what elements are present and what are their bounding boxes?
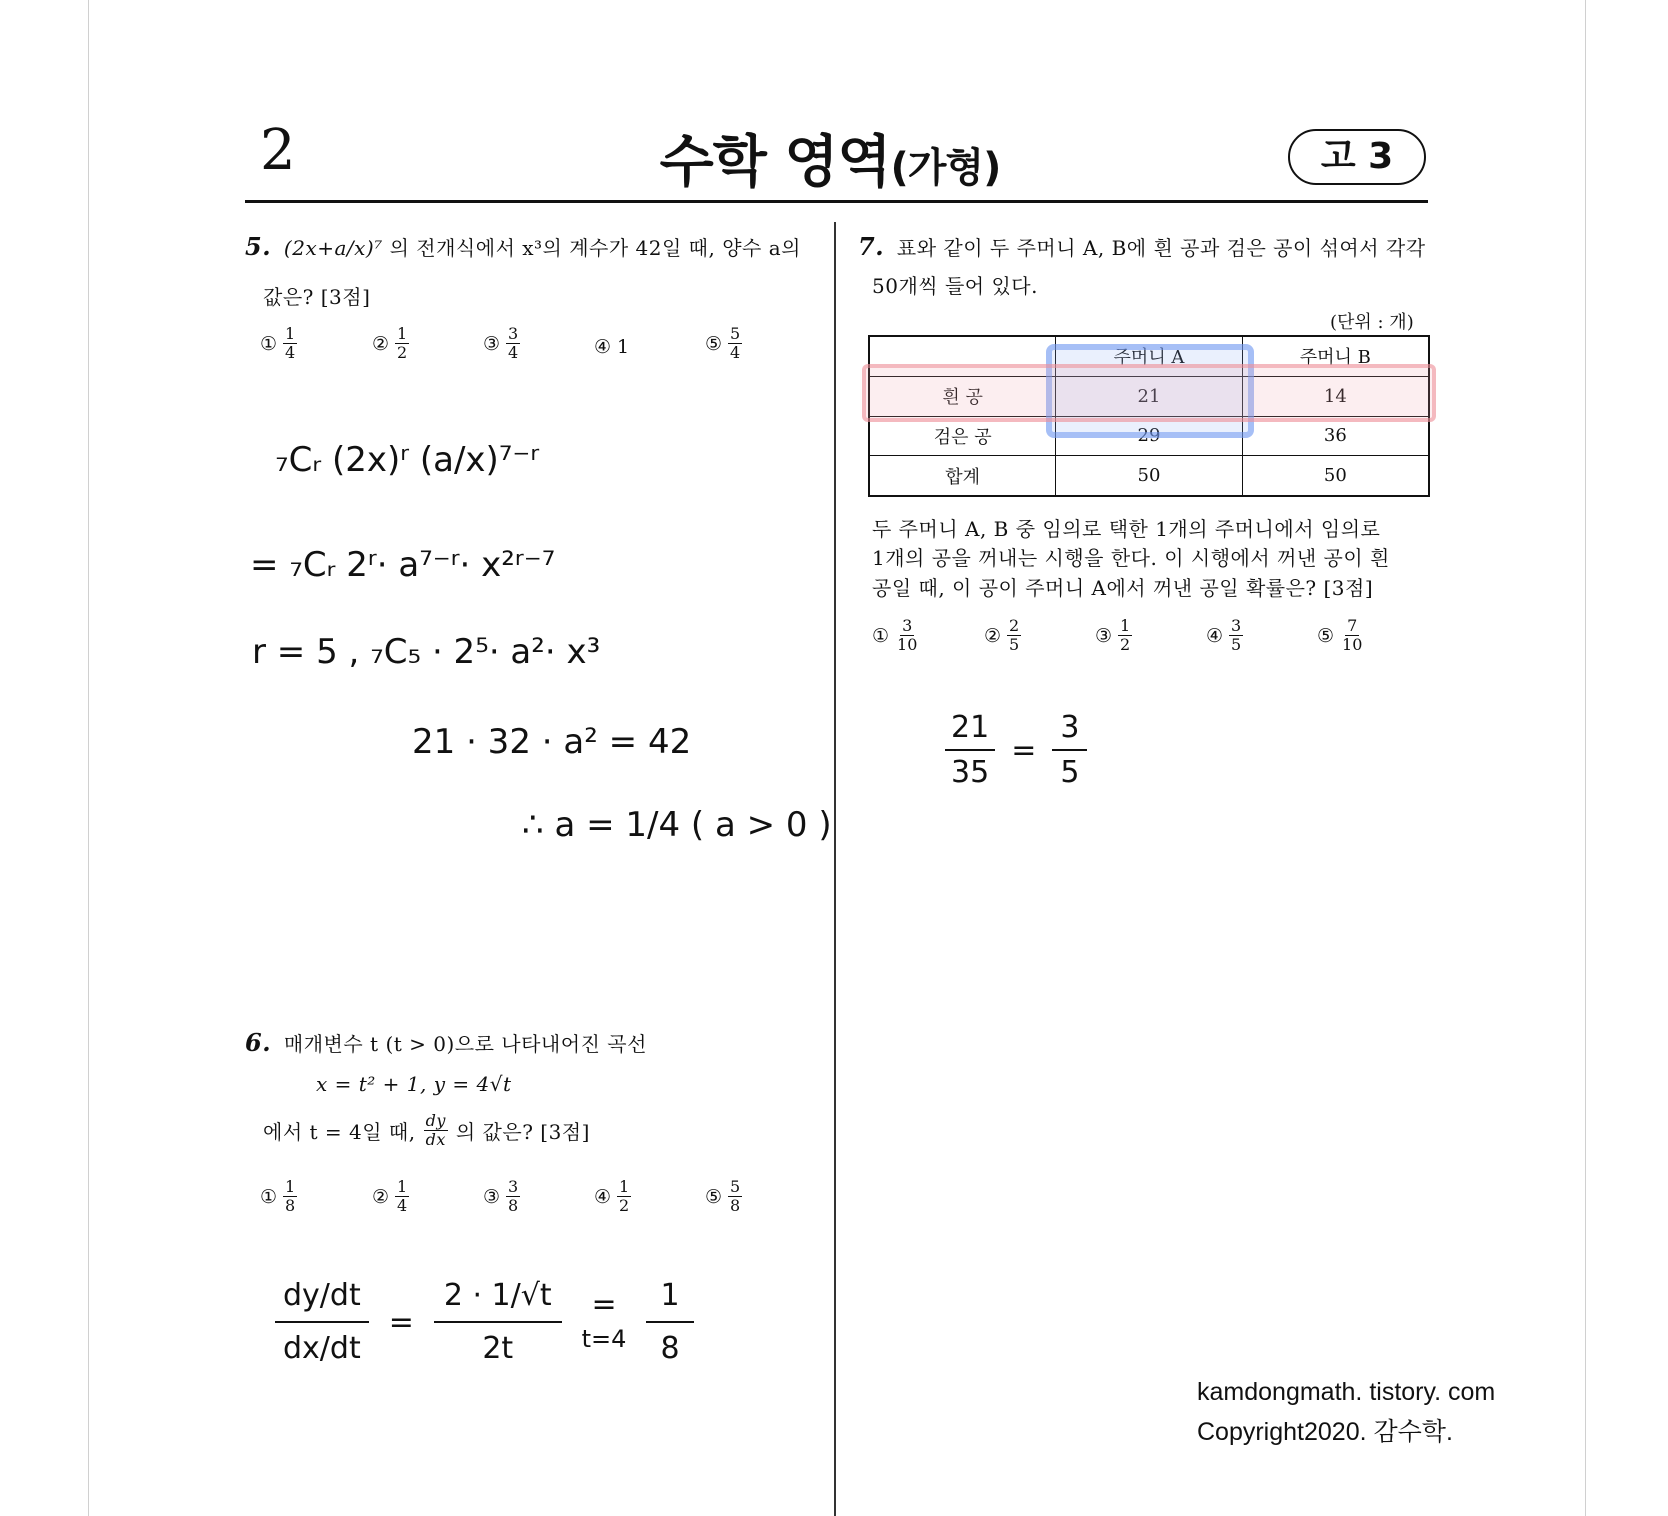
- choice-fraction: [1229, 617, 1243, 654]
- choice-fraction: [506, 1178, 520, 1215]
- q5-text-2: 값은? [3점]: [263, 285, 371, 309]
- q7-text-1: 표와 같이 두 주머니 A, B에 흰 공과 검은 공이 섞여서 각각: [896, 236, 1426, 260]
- q5-choice-3[interactable]: [483, 325, 520, 362]
- choice-value: 1: [617, 336, 630, 358]
- footer-site: kamdongmath. tistory. com: [1197, 1378, 1496, 1406]
- choice-fraction: [1007, 617, 1021, 654]
- q7-choice-3[interactable]: [1095, 617, 1132, 654]
- column-divider: [834, 222, 836, 1516]
- highlight-row-white: [862, 364, 1436, 422]
- q5-line1: [245, 232, 801, 261]
- choice-fraction: [617, 1178, 631, 1215]
- table-unit: (단위 : 개): [1330, 312, 1414, 333]
- frac-den: 4: [730, 343, 741, 362]
- table-cell: 29: [1056, 416, 1242, 456]
- choice-fraction: [895, 617, 919, 654]
- table-cell: 14: [1242, 376, 1428, 416]
- hw-den: 35: [951, 755, 990, 790]
- table-row: [870, 456, 1429, 496]
- choice-fraction: [728, 1178, 742, 1215]
- q6-choice-3[interactable]: [483, 1178, 520, 1215]
- choice-mark: ④: [594, 336, 612, 358]
- table-row-label: 합계: [870, 456, 1056, 496]
- table-header-cell: 주머니 B: [1242, 337, 1428, 377]
- title-main: 수학 영역: [659, 130, 891, 195]
- frac-den: 8: [508, 1196, 519, 1215]
- hw-den: 8: [660, 1331, 680, 1366]
- table-header-cell: 주머니 A: [1056, 337, 1242, 377]
- q7-para-2: 1개의 공을 꺼내는 시행을 한다. 이 시행에서 꺼낸 공이 흰: [872, 546, 1390, 570]
- hw-num: dy/dt: [275, 1278, 369, 1323]
- frac-den: 8: [730, 1196, 741, 1215]
- q5-work-line2: = ₇Cᵣ 2ʳ· a⁷⁻ʳ· x²ʳ⁻⁷: [250, 545, 556, 585]
- choice-mark: ④: [594, 1185, 612, 1208]
- choice-mark: ④: [1206, 624, 1224, 647]
- choice-mark: ⑤: [705, 332, 723, 355]
- q6-text-1: 매개변수 t (t > 0)으로 나타내어진 곡선: [283, 1032, 647, 1056]
- page-title: [650, 118, 1010, 198]
- hw-num: 2 · 1/√t: [434, 1278, 562, 1323]
- grade-badge: 고 3: [1288, 129, 1426, 185]
- q7-choice-5[interactable]: [1317, 617, 1364, 654]
- frac-den: dx: [425, 1130, 446, 1149]
- hw-equals: =: [591, 1287, 617, 1322]
- q5-text-1: 의 전개식에서 x³의 계수가 42일 때, 양수 a의: [389, 236, 801, 260]
- choice-mark: ③: [483, 332, 501, 355]
- choice-fraction: [395, 1178, 409, 1215]
- q6-choice-5[interactable]: [705, 1178, 742, 1215]
- q7-para-3: 공일 때, 이 공이 주머니 A에서 꺼낸 공일 확률은? [3점]: [872, 576, 1374, 600]
- choice-fraction: [1118, 617, 1132, 654]
- q5-choice-1[interactable]: [260, 325, 297, 362]
- choice-mark: ⑤: [1317, 624, 1335, 647]
- table-cell: 36: [1242, 416, 1428, 456]
- q6-work-lhs: [275, 1278, 369, 1366]
- choice-fraction: [1340, 617, 1364, 654]
- q6-work-eval: [582, 1288, 627, 1356]
- q5-expression: (2x+a/x)⁷: [283, 236, 383, 260]
- frac-den: 10: [1342, 635, 1363, 654]
- hw-num: 3: [1052, 710, 1087, 751]
- q7-para-1: 두 주머니 A, B 중 임의로 택한 1개의 주머니에서 임의로: [872, 517, 1381, 541]
- frac-num: 5: [730, 324, 741, 343]
- choice-fraction: [283, 1178, 297, 1215]
- q5-choice-2[interactable]: [372, 325, 409, 362]
- frac-den: 8: [285, 1196, 296, 1215]
- q7-text-2: 50개씩 들어 있다.: [872, 274, 1038, 298]
- q5-work-line1: ₇Cᵣ (2x)ʳ (a/x)⁷⁻ʳ: [275, 440, 540, 480]
- frac-den: 2: [1120, 635, 1131, 654]
- q5-work-line3: r = 5 , ₇C₅ · 2⁵· a²· x³: [252, 632, 601, 672]
- frac-num: dy: [425, 1111, 446, 1130]
- frac-num: 3: [508, 1177, 519, 1196]
- frac-den: 2: [397, 343, 408, 362]
- page-number: 2: [260, 118, 296, 183]
- choice-mark: ⑤: [705, 1185, 723, 1208]
- frac-num: 3: [508, 324, 519, 343]
- frac-num: 5: [730, 1177, 741, 1196]
- hw-num: 21: [945, 710, 995, 751]
- q5-number: 5.: [245, 232, 272, 261]
- table-cell: 50: [1056, 456, 1242, 496]
- frac-num: 2: [1009, 616, 1020, 635]
- frac-num: 7: [1347, 616, 1358, 635]
- q6-choice-4[interactable]: [594, 1178, 631, 1215]
- q5-choice-5[interactable]: [705, 325, 742, 362]
- frac-den: 10: [897, 635, 918, 654]
- footer-copyright: Copyright2020. 감수학.: [1197, 1418, 1453, 1446]
- frac-num: 3: [1231, 616, 1242, 635]
- frac-den: 4: [285, 343, 296, 362]
- q7-choice-2[interactable]: [984, 617, 1021, 654]
- choice-mark: ②: [372, 1185, 390, 1208]
- choice-mark: ①: [872, 624, 890, 647]
- table-row-label: 검은 공: [870, 416, 1056, 456]
- hw-equals: =: [388, 1304, 414, 1340]
- choice-fraction: [506, 325, 520, 362]
- hw-den: 2t: [482, 1331, 514, 1366]
- q6-text-3a: 에서 t = 4일 때,: [263, 1120, 416, 1144]
- q6-choice-1[interactable]: [260, 1178, 297, 1215]
- frac-num: 3: [902, 616, 913, 635]
- q5-work-line5: ∴ a = 1/4 ( a > 0 ): [522, 805, 832, 845]
- q6-choice-2[interactable]: [372, 1178, 409, 1215]
- choice-mark: ③: [483, 1185, 501, 1208]
- choice-mark: ②: [372, 332, 390, 355]
- frac-num: 1: [397, 324, 408, 343]
- q6-work-mid: [434, 1278, 562, 1366]
- choice-mark: ①: [260, 332, 278, 355]
- title-sub: (가형): [890, 145, 1001, 191]
- q6-line1: [245, 1028, 647, 1057]
- frac-num: 1: [285, 324, 296, 343]
- choice-mark: ③: [1095, 624, 1113, 647]
- choice-fraction: [395, 325, 409, 362]
- frac-num: 1: [1120, 616, 1131, 635]
- header-divider: [245, 200, 1428, 203]
- q6-equation: x = t² + 1, y = 4√t: [316, 1072, 512, 1096]
- frac-den: 5: [1009, 635, 1020, 654]
- hw-den: dx/dt: [283, 1331, 361, 1366]
- q6-number: 6.: [245, 1028, 272, 1057]
- q7-number: 7.: [858, 232, 885, 261]
- q6-text-3b: 의 값은? [3점]: [455, 1120, 590, 1144]
- hw-den: 5: [1060, 755, 1080, 790]
- frac-num: 1: [285, 1177, 296, 1196]
- choice-fraction: [728, 325, 742, 362]
- hw-condition: t=4: [581, 1325, 627, 1353]
- frac-num: 1: [397, 1177, 408, 1196]
- q7-choice-1[interactable]: [872, 617, 919, 654]
- q5-work-line4: 21 · 32 · a² = 42: [412, 722, 692, 762]
- choice-mark: ①: [260, 1185, 278, 1208]
- frac-den: 4: [508, 343, 519, 362]
- table-cell: 21: [1056, 376, 1242, 416]
- q6-work: [275, 1278, 694, 1366]
- q6-line3: [263, 1112, 590, 1149]
- frac-den: 2: [619, 1196, 630, 1215]
- q7-work-rhs: [1052, 710, 1087, 790]
- hw-num: 1: [646, 1278, 693, 1323]
- frac-den: 4: [397, 1196, 408, 1215]
- choice-mark: ②: [984, 624, 1002, 647]
- q6-derivative: [424, 1112, 448, 1149]
- choice-fraction: [283, 325, 297, 362]
- table-cell: 50: [1242, 456, 1428, 496]
- frac-num: 1: [619, 1177, 630, 1196]
- q7-work: [945, 710, 1087, 790]
- q6-work-result: [646, 1278, 693, 1366]
- q7-work-lhs: [945, 710, 995, 790]
- hw-equals: =: [1011, 732, 1037, 768]
- frac-den: 5: [1231, 635, 1242, 654]
- table-row-label: 흰 공: [870, 376, 1056, 416]
- q7-line1: [858, 232, 1426, 261]
- q5-choice-4[interactable]: [594, 336, 629, 358]
- q7-choice-4[interactable]: [1206, 617, 1243, 654]
